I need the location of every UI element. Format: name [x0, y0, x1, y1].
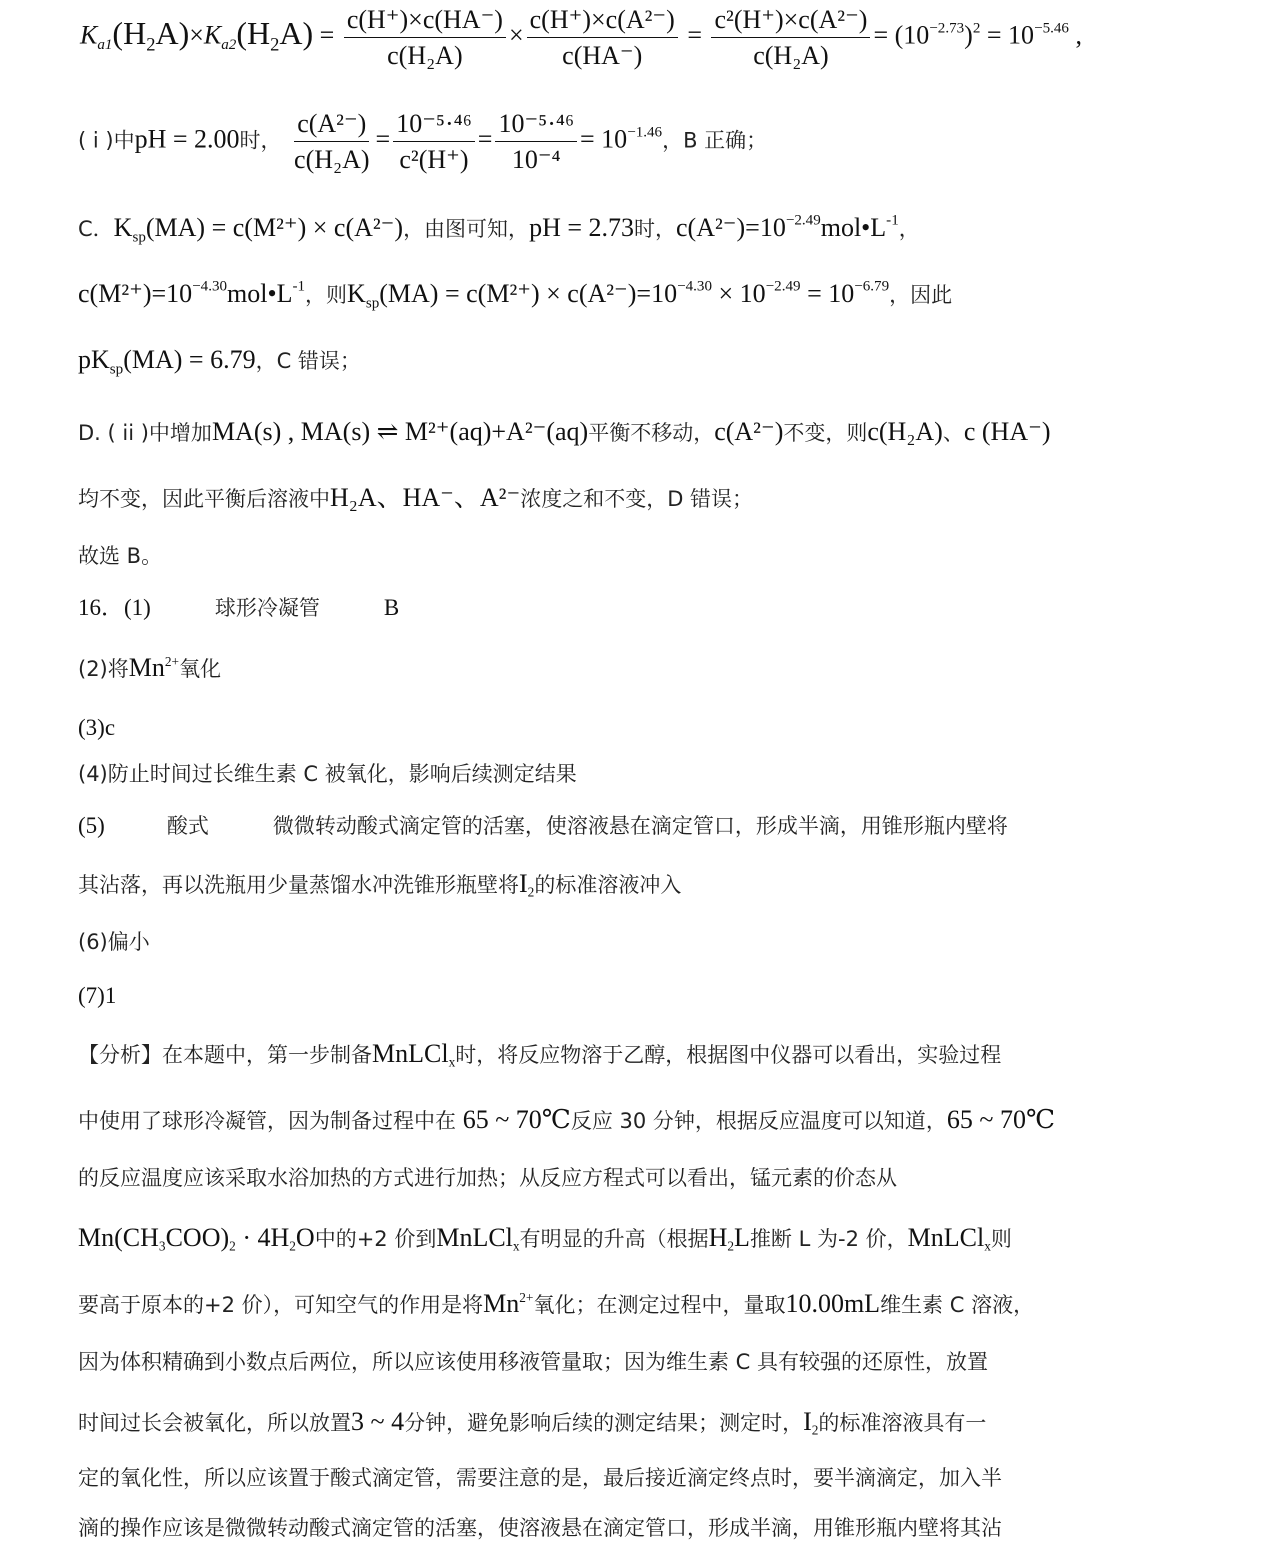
formula: MnLCl [372, 1039, 449, 1068]
analysis-line-9: 滴的操作应该是微微转动酸式滴定管的活塞，使溶液悬在滴定管口，形成半滴，用锥形瓶内壁将其沾 [78, 1516, 1002, 1540]
q16-answer-1 [78, 594, 1210, 622]
analysis-line-2 [78, 1104, 1210, 1135]
times-sign: × [508, 20, 524, 50]
formula: O [295, 1223, 315, 1252]
analysis-line-7 [78, 1406, 1210, 1437]
numerator: c(H⁺)×c(HA⁻) [344, 4, 506, 38]
final-choice: 故选 B。 [78, 544, 163, 568]
formula-sub: 2 [527, 884, 535, 900]
answer-text: 球形冷凝管 [214, 596, 320, 620]
formula: H [708, 1223, 728, 1252]
h2a-paren-2 [236, 14, 314, 56]
ksp-sub: sp [365, 295, 380, 312]
punct: 、 [942, 421, 964, 445]
ksp-expression: (MA) = c(M²⁺) × c(A²⁻) [145, 213, 404, 242]
text: 要高于原本的+2 价），可知空气的作用是将 [78, 1293, 484, 1317]
numerator: c(A²⁻) [294, 108, 369, 142]
formula: I [519, 869, 528, 898]
h2a-open: (H [236, 14, 271, 51]
answer-label: (5) [78, 813, 105, 838]
ka1-symbol: K [80, 20, 98, 50]
formula: Mn(CH [78, 1223, 159, 1252]
result-close: ) [964, 20, 973, 50]
result-base: = (10 [873, 20, 930, 50]
result-exponent: −2.73 [929, 20, 965, 37]
formula: MA(s) [211, 417, 282, 446]
q16-answer-2 [78, 652, 1210, 683]
formula: · 4H [235, 1223, 290, 1252]
ksp-symbol: K [113, 213, 133, 242]
answer-text: 氧化 [179, 657, 222, 681]
answer-label: (2)将 [78, 657, 129, 681]
option-label: D. ( ii )中增加 [78, 421, 212, 445]
ion: Mn [128, 653, 165, 682]
text: 时， [634, 217, 677, 241]
ph-value: pH = 2.00 [134, 124, 240, 154]
option-c-line-3 [78, 344, 1210, 378]
q16-answer-5-line-2 [78, 868, 1210, 899]
analysis-line-5 [78, 1288, 1210, 1319]
analysis-line-4 [78, 1222, 1210, 1253]
text: 中使用了球形冷凝管，因为制备过程中在 [78, 1109, 463, 1133]
formula: MnLCl [436, 1223, 513, 1252]
denominator: c(HA⁻) [562, 41, 643, 71]
pksp-expression: (MA) = 6.79 [123, 345, 256, 374]
question-number: 16．(1) [78, 595, 151, 620]
case-label: ( i )中 [78, 128, 135, 153]
q16-answer-6: (6)偏小 [78, 930, 150, 954]
analysis-line-1 [78, 1038, 1210, 1069]
fraction-combined [711, 4, 870, 71]
q16-answer-4: (4)防止时间过长维生素 C 被氧化，影响后续测定结果 [78, 762, 577, 786]
analysis-line-6: 因为体积精确到小数点后两位，所以应该使用移液管量取；因为维生素 C 具有较强的还原性，放置 [78, 1350, 989, 1374]
h2a-paren [112, 14, 190, 56]
exponent: −6.79 [854, 278, 890, 295]
q16-answer-7: (7)1 [78, 983, 117, 1008]
final-exponent: −5.46 [1034, 20, 1069, 37]
temperature: 65 ~ 70℃ [462, 1105, 571, 1134]
ka2-symbol: K [203, 20, 222, 50]
formula: c (HA⁻) [963, 417, 1051, 446]
text: 中的+2 价到 [314, 1227, 437, 1251]
formula: c(A²⁻) [714, 417, 784, 446]
time-range: 3 ~ 4 [351, 1407, 405, 1436]
text: ，则 [305, 283, 348, 307]
ka2-subscript: a2 [221, 36, 237, 53]
unit-exponent: -1 [292, 278, 306, 295]
text: 维生素 C 溶液， [880, 1293, 1035, 1317]
square-exponent: 2 [972, 20, 981, 37]
text: ，由图可知， [403, 217, 530, 241]
fraction-ratio [291, 108, 372, 175]
answer-text: 酸式 [166, 814, 209, 838]
text: 氧化；在测定过程中，量取 [533, 1293, 786, 1317]
text: 有明显的升高（根据 [519, 1227, 709, 1251]
exponent: −4.30 [192, 278, 228, 295]
conc-a: c(A²⁻)=10 [676, 213, 786, 242]
ion-charge: 2+ [164, 654, 180, 669]
text: 反应 30 分钟，根据反应温度可以知道， [570, 1109, 947, 1133]
punct: ， [898, 217, 920, 241]
formula: L [734, 1223, 750, 1252]
volume: 10.00mL [785, 1289, 881, 1318]
equals-sign: = [687, 20, 702, 50]
text: 的标准溶液具有一 [818, 1411, 987, 1435]
formula-sub: 3 [158, 1238, 166, 1254]
conclusion-text: ，B 正确； [662, 128, 768, 153]
times-sign: × [189, 20, 204, 50]
denominator: 10⁻⁴ [511, 145, 561, 175]
ion: Mn [483, 1289, 520, 1318]
result-equals: = 10 [980, 20, 1035, 50]
ph-value: pH = 2.73 [529, 213, 635, 242]
ion-charge: 2+ [519, 1290, 534, 1305]
temperature: 65 ~ 70℃ [946, 1105, 1056, 1134]
denominator: c²(H⁺) [399, 145, 469, 175]
denominator: c(H₂A) [294, 145, 370, 175]
text: 均不变，因此平衡后溶液中 [78, 487, 330, 511]
answer-text: 微微转动酸式滴定管的活塞，使溶液悬在滴定管口，形成半滴，用锥形瓶内壁将 [272, 814, 1008, 838]
text: 则 [990, 1227, 1012, 1251]
text: 时间过长会被氧化，所以放置 [78, 1411, 351, 1435]
denominator: c(H₂A) [753, 41, 829, 71]
formula-sub: x [448, 1054, 456, 1070]
h2a-sub: 2 [146, 34, 156, 56]
formula: I [803, 1407, 812, 1436]
when-text: 时， [239, 128, 282, 153]
punct: , [281, 417, 301, 446]
result: = 10 [580, 124, 628, 154]
exponent: −4.30 [677, 278, 712, 295]
formula: MnLCl [907, 1223, 985, 1252]
text: ，因此 [889, 283, 953, 307]
analysis-tag: 【分析】 [78, 1043, 162, 1067]
numerator: c²(H⁺)×c(A²⁻) [711, 4, 870, 38]
fraction-3 [495, 108, 577, 175]
ka1-subscript: a1 [97, 36, 113, 53]
h2a-close: A) [155, 14, 190, 51]
h2a-open: (H [112, 14, 147, 51]
formula-sub: x [512, 1238, 520, 1254]
option-c-line-2 [78, 278, 1210, 312]
equilibrium-equation: MA(s) ⇌ M²⁺(aq)+A²⁻(aq) [300, 417, 589, 446]
formula-sub: 2 [229, 1238, 236, 1254]
conclusion-text: 浓度之和不变，D 错误； [520, 487, 754, 511]
text: 平衡不移动， [588, 421, 715, 445]
exponent: −2.49 [785, 212, 821, 229]
ksp-sub: sp [132, 229, 146, 246]
text: 分钟，避免影响后续的测定结果；测定时， [404, 1411, 804, 1435]
h2a-close: A) [279, 14, 314, 51]
answer-text: B [383, 595, 400, 620]
ksp-expression: (MA) = c(M²⁺) × c(A²⁻)=10 [379, 279, 678, 308]
species-list: H₂A、HA⁻、A²⁻ [330, 483, 521, 512]
answer-text: 的标准溶液冲入 [534, 873, 682, 897]
option-c-line-1 [78, 212, 1210, 246]
conc-m: c(M²⁺)=10 [78, 279, 193, 308]
text: 不变，则 [783, 421, 868, 445]
equals: = 10 [800, 279, 855, 308]
formula: c(H₂A) [867, 417, 943, 446]
punct: , [1068, 20, 1082, 50]
fraction-ka1 [344, 4, 506, 71]
equation-ka-product [80, 4, 1210, 71]
unit: mol•L [227, 279, 293, 308]
q16-answer-3: (3)c [78, 715, 116, 740]
numerator: 10⁻⁵·⁴⁶ [393, 108, 475, 142]
text: 推断 L 为-2 价， [749, 1227, 908, 1251]
formula-sub: x [984, 1238, 991, 1254]
unit-exponent: -1 [886, 212, 899, 229]
numerator: 10⁻⁵·⁴⁶ [495, 108, 577, 142]
option-d-line-1 [78, 416, 1210, 447]
analysis-line-3: 的反应温度应该采取水浴加热的方式进行加热；从反应方程式可以看出，锰元素的价态从 [78, 1166, 897, 1190]
denominator: c(H₂A) [387, 41, 463, 71]
text: 时，将反应物溶于乙醇，根据图中仪器可以看出，实验过程 [455, 1043, 1002, 1067]
ksp-symbol: K [347, 279, 366, 308]
fraction-ka2 [527, 4, 678, 71]
h2a-sub: 2 [270, 34, 280, 56]
fraction-2 [393, 108, 475, 175]
formula-sub: 2 [289, 1238, 296, 1254]
option-label: C． [78, 217, 114, 241]
equals-sign: = [319, 20, 335, 50]
equation-ph-2: ( i )中pH = 2.00时， $\frac{\text{c(A²⁻)}}{\text{c(H₂A)}}$ = $\frac{\text{10⁻⁵·⁴⁶}}{\text{c²(H⁺)}}$ = $\frac{\text{10⁻⁵·⁴⁶}}{\text{10⁻⁴}}$ = $10^{-1.46}$，B 正确； [78, 109, 768, 175]
formula-sub: 2 [727, 1238, 735, 1254]
formula-sub: 2 [811, 1422, 819, 1438]
pksp-symbol: pK [78, 345, 110, 374]
option-d-line-2 [78, 482, 1210, 513]
pksp-sub: sp [109, 361, 124, 378]
exponent: −2.49 [765, 278, 801, 295]
formula: COO) [165, 1223, 230, 1252]
conclusion-text: ，C 错误； [255, 349, 361, 373]
result-exponent: −1.46 [627, 124, 663, 141]
unit: mol•L [820, 213, 887, 242]
text: 在本题中，第一步制备 [162, 1043, 372, 1067]
answer-text: 其沾落，再以洗瓶用少量蒸馏水冲洗锥形瓶壁将 [78, 873, 519, 897]
analysis-line-8: 定的氧化性，所以应该置于酸式滴定管，需要注意的是，最后接近滴定终点时，要半滴滴定，加入半 [78, 1466, 1002, 1490]
times: × 10 [712, 279, 766, 308]
numerator: c(H⁺)×c(A²⁻) [527, 4, 678, 38]
q16-answer-5-line-1 [78, 812, 1210, 840]
